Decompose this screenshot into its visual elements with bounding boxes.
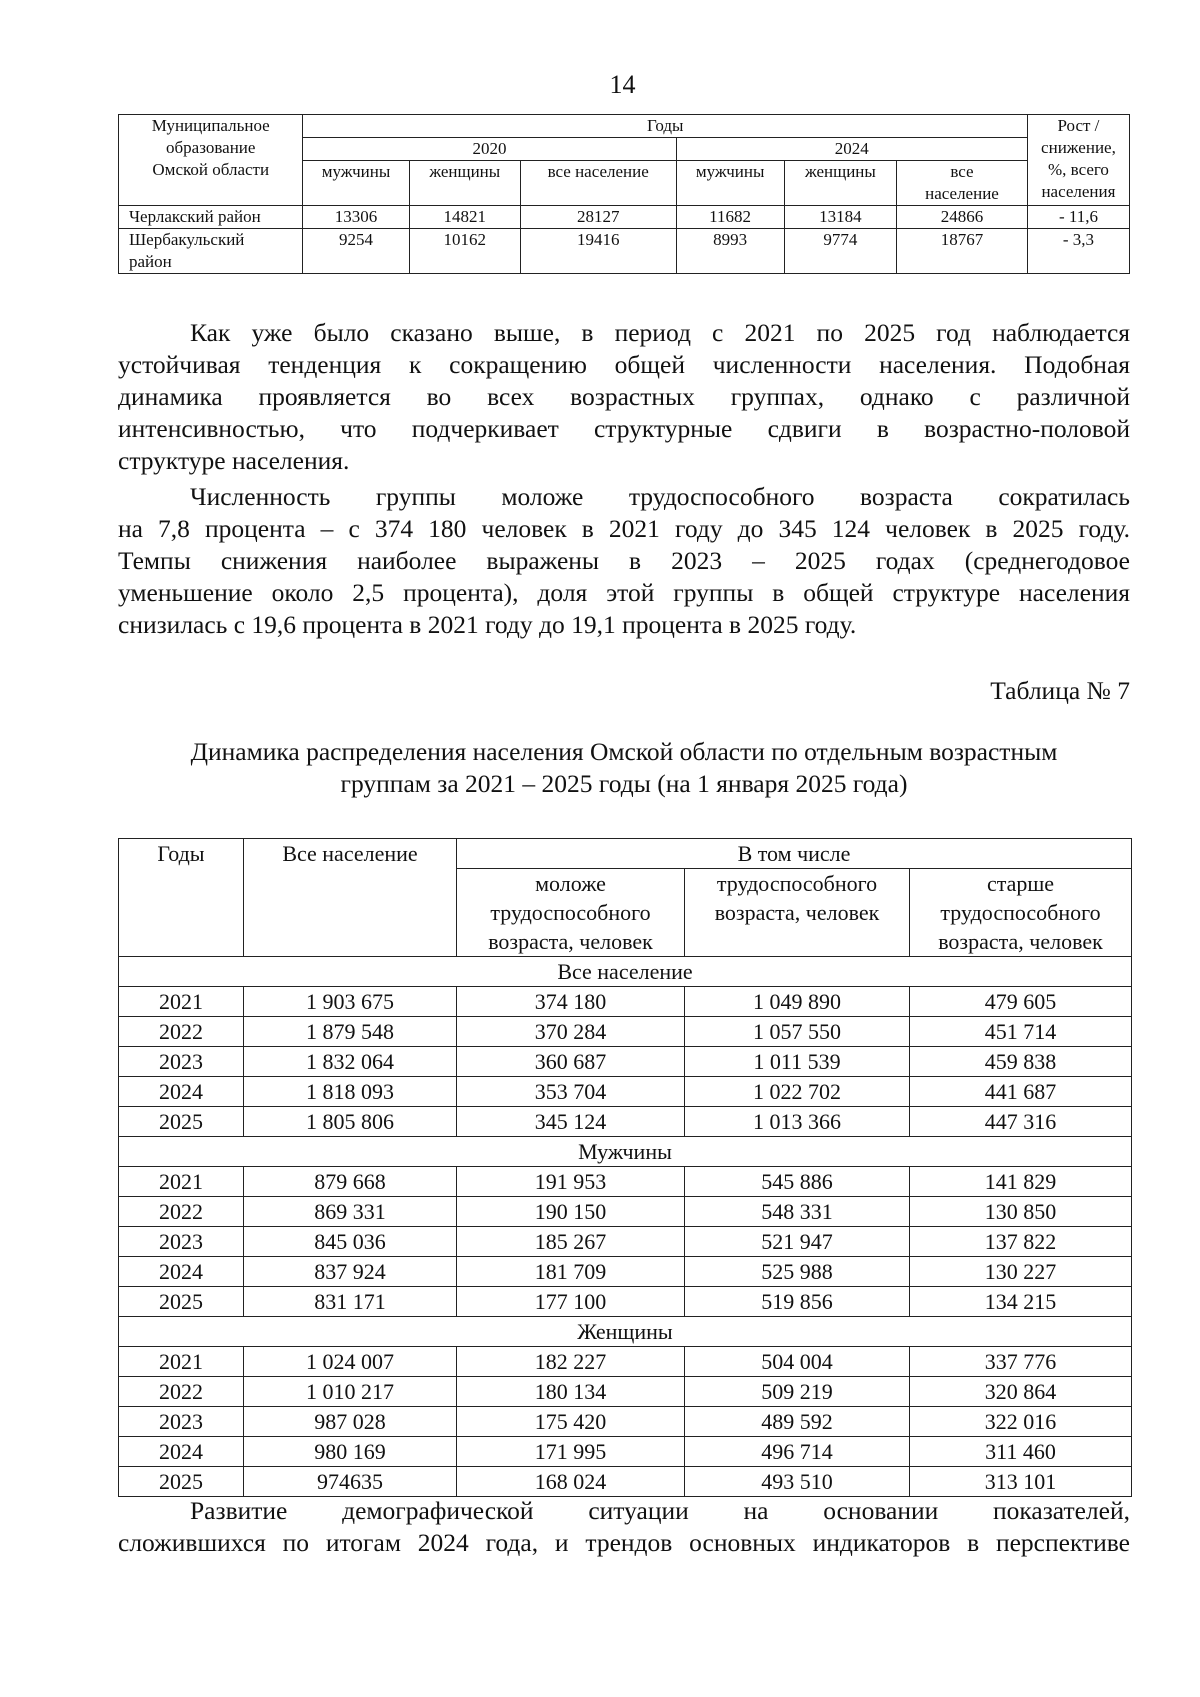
cell-year: 2023 bbox=[119, 1227, 244, 1257]
text-line: Численность группы моложе трудоспособного возраста сократилась bbox=[190, 482, 1130, 511]
cell-young: 182 227 bbox=[457, 1347, 685, 1377]
cell-year: 2023 bbox=[119, 1047, 244, 1077]
table-title bbox=[118, 736, 1130, 800]
table-row bbox=[119, 1197, 1132, 1227]
cell-working: 1 011 539 bbox=[685, 1047, 910, 1077]
cell-old: 313 101 bbox=[910, 1467, 1132, 1497]
paragraph-development bbox=[118, 1495, 1130, 1559]
cell-young: 168 024 bbox=[457, 1467, 685, 1497]
cell-young: 360 687 bbox=[457, 1047, 685, 1077]
header-all-2020: все население bbox=[520, 161, 676, 206]
cell-working: 525 988 bbox=[685, 1257, 910, 1287]
header-line: Рост / bbox=[1057, 116, 1100, 135]
cell-working: 489 592 bbox=[685, 1407, 910, 1437]
cell-old: 134 215 bbox=[910, 1287, 1132, 1317]
cell-year: 2021 bbox=[119, 987, 244, 1017]
header-old bbox=[910, 869, 1132, 957]
header-working bbox=[685, 869, 910, 957]
header-line: образование bbox=[166, 138, 256, 157]
text-line: Развитие демографической ситуации на основании показателей, bbox=[190, 1496, 1130, 1525]
cell: 24866 bbox=[897, 206, 1028, 229]
row-name bbox=[119, 229, 303, 274]
text-line: снизилась с 19,6 процента в 2021 году до 19,1 процента в 2025 году. bbox=[118, 610, 857, 639]
table-row bbox=[119, 1047, 1132, 1077]
municipal-population-table bbox=[118, 114, 1130, 274]
header-line: трудоспособного bbox=[940, 900, 1101, 925]
cell-year: 2024 bbox=[119, 1077, 244, 1107]
cell-total: 987 028 bbox=[244, 1407, 457, 1437]
table-row bbox=[119, 1227, 1132, 1257]
cell: 8993 bbox=[676, 229, 784, 274]
cell-total: 1 010 217 bbox=[244, 1377, 457, 1407]
cell-total: 1 818 093 bbox=[244, 1077, 457, 1107]
cell-year: 2024 bbox=[119, 1257, 244, 1287]
cell-young: 185 267 bbox=[457, 1227, 685, 1257]
cell-total: 974635 bbox=[244, 1467, 457, 1497]
text-line: на 7,8 процента – с 374 180 человек в 2021 году до 345 124 человек в 2025 году. bbox=[118, 514, 1130, 543]
header-women-2020: женщины bbox=[409, 161, 520, 206]
header-growth bbox=[1027, 115, 1129, 206]
cell-total: 1 832 064 bbox=[244, 1047, 457, 1077]
text-line: динамика проявляется во всех возрастных группах, однако с различной bbox=[118, 382, 1130, 411]
cell-working: 521 947 bbox=[685, 1227, 910, 1257]
cell-total: 980 169 bbox=[244, 1437, 457, 1467]
table-row bbox=[119, 987, 1132, 1017]
table-body bbox=[119, 957, 1132, 1497]
header-line: население bbox=[925, 184, 999, 203]
cell: - 3,3 bbox=[1027, 229, 1129, 274]
text-line: структуре населения. bbox=[118, 446, 350, 475]
cell-old: 130 850 bbox=[910, 1197, 1132, 1227]
header-year-2024: 2024 bbox=[676, 138, 1027, 161]
paragraph-trend bbox=[118, 317, 1130, 477]
cell-old: 141 829 bbox=[910, 1167, 1132, 1197]
table-row bbox=[119, 1257, 1132, 1287]
cell: 13306 bbox=[303, 206, 409, 229]
cell-working: 496 714 bbox=[685, 1437, 910, 1467]
cell: 19416 bbox=[520, 229, 676, 274]
header-all-2024 bbox=[897, 161, 1028, 206]
cell-total: 837 924 bbox=[244, 1257, 457, 1287]
cell-year: 2025 bbox=[119, 1107, 244, 1137]
cell-old: 130 227 bbox=[910, 1257, 1132, 1287]
cell: 13184 bbox=[784, 206, 896, 229]
header-line: %, всего bbox=[1047, 160, 1109, 179]
age-groups-table bbox=[118, 838, 1132, 1497]
cell-young: 345 124 bbox=[457, 1107, 685, 1137]
header-men-2020: мужчины bbox=[303, 161, 409, 206]
header-line: Муниципальное bbox=[151, 116, 270, 135]
cell-old: 447 316 bbox=[910, 1107, 1132, 1137]
row-name: Черлакский район bbox=[119, 206, 303, 229]
header-line: все bbox=[950, 162, 974, 181]
table-row bbox=[119, 1107, 1132, 1137]
cell-year: 2025 bbox=[119, 1287, 244, 1317]
table-title-line: Динамика распределения населения Омской области по отдельным возрастным bbox=[190, 737, 1058, 766]
cell-young: 175 420 bbox=[457, 1407, 685, 1437]
cell-young: 191 953 bbox=[457, 1167, 685, 1197]
cell-young: 370 284 bbox=[457, 1017, 685, 1047]
paragraph-young-group bbox=[118, 481, 1130, 641]
header-line: возраста, человек bbox=[938, 929, 1103, 954]
group-title: Женщины bbox=[119, 1317, 1132, 1347]
header-total: Все население bbox=[244, 839, 457, 957]
header-line: снижение, bbox=[1041, 138, 1116, 157]
header-including: В том числе bbox=[457, 839, 1132, 869]
group-header-row bbox=[119, 957, 1132, 987]
cell-year: 2025 bbox=[119, 1467, 244, 1497]
cell-old: 451 714 bbox=[910, 1017, 1132, 1047]
header-line: трудоспособного bbox=[716, 871, 878, 896]
cell: 28127 bbox=[520, 206, 676, 229]
text-line: устойчивая тенденция к сокращению общей численности населения. Подобная bbox=[118, 350, 1130, 379]
cell: - 11,6 bbox=[1027, 206, 1129, 229]
text-line: Темпы снижения наиболее выражены в 2023 – 2025 годах (среднегодовое bbox=[118, 546, 1130, 575]
header-line: моложе bbox=[535, 871, 606, 896]
header-line: возраста, человек bbox=[714, 900, 880, 925]
header-line: населения bbox=[1041, 182, 1116, 201]
cell-old: 320 864 bbox=[910, 1377, 1132, 1407]
table-row bbox=[119, 229, 1130, 274]
header-years: Годы bbox=[119, 839, 244, 957]
cell-young: 177 100 bbox=[457, 1287, 685, 1317]
cell-old: 459 838 bbox=[910, 1047, 1132, 1077]
header-women-2024: женщины bbox=[784, 161, 896, 206]
cell: 9254 bbox=[303, 229, 409, 274]
header-years: Годы bbox=[303, 115, 1027, 138]
cell-year: 2022 bbox=[119, 1197, 244, 1227]
cell-working: 1 049 890 bbox=[685, 987, 910, 1017]
cell-young: 171 995 bbox=[457, 1437, 685, 1467]
cell-total: 1 879 548 bbox=[244, 1017, 457, 1047]
text-line: Как уже было сказано выше, в период с 2021 по 2025 год наблюдается bbox=[190, 318, 1130, 347]
table-row bbox=[119, 1167, 1132, 1197]
text-line: интенсивностью, что подчеркивает структурные сдвиги в возрастно-половой bbox=[118, 414, 1130, 443]
table-row bbox=[119, 1437, 1132, 1467]
table-row bbox=[119, 1377, 1132, 1407]
table-row bbox=[119, 1347, 1132, 1377]
cell-young: 181 709 bbox=[457, 1257, 685, 1287]
cell: 14821 bbox=[409, 206, 520, 229]
cell-working: 519 856 bbox=[685, 1287, 910, 1317]
cell-old: 322 016 bbox=[910, 1407, 1132, 1437]
cell-working: 504 004 bbox=[685, 1347, 910, 1377]
cell-young: 374 180 bbox=[457, 987, 685, 1017]
header-municipality bbox=[119, 115, 303, 206]
cell-year: 2021 bbox=[119, 1347, 244, 1377]
header-young bbox=[457, 869, 685, 957]
cell-old: 311 460 bbox=[910, 1437, 1132, 1467]
cell: 10162 bbox=[409, 229, 520, 274]
cell-year: 2023 bbox=[119, 1407, 244, 1437]
header-year-2020: 2020 bbox=[303, 138, 676, 161]
cell: 9774 bbox=[784, 229, 896, 274]
cell-total: 1 024 007 bbox=[244, 1347, 457, 1377]
cell-young: 180 134 bbox=[457, 1377, 685, 1407]
group-title: Мужчины bbox=[119, 1137, 1132, 1167]
cell-old: 337 776 bbox=[910, 1347, 1132, 1377]
page-number: 14 bbox=[609, 70, 636, 99]
cell-total: 1 903 675 bbox=[244, 987, 457, 1017]
cell-year: 2021 bbox=[119, 1167, 244, 1197]
table-row bbox=[119, 1467, 1132, 1497]
table-row bbox=[119, 206, 1130, 229]
cell-working: 548 331 bbox=[685, 1197, 910, 1227]
header-line: трудоспособного bbox=[490, 900, 651, 925]
cell-working: 493 510 bbox=[685, 1467, 910, 1497]
cell-working: 1 013 366 bbox=[685, 1107, 910, 1137]
table-row bbox=[119, 1407, 1132, 1437]
cell-year: 2022 bbox=[119, 1377, 244, 1407]
cell-young: 353 704 bbox=[457, 1077, 685, 1107]
text-line: сложившихся по итогам 2024 года, и трендов основных индикаторов в перспективе bbox=[118, 1528, 1130, 1557]
cell: 18767 bbox=[897, 229, 1028, 274]
table-row bbox=[119, 1017, 1132, 1047]
cell-working: 1 057 550 bbox=[685, 1017, 910, 1047]
cell: 11682 bbox=[676, 206, 784, 229]
cell-old: 479 605 bbox=[910, 987, 1132, 1017]
table-number: Таблица № 7 bbox=[990, 676, 1130, 705]
cell-old: 441 687 bbox=[910, 1077, 1132, 1107]
group-header-row bbox=[119, 1137, 1132, 1167]
cell-working: 545 886 bbox=[685, 1167, 910, 1197]
group-header-row bbox=[119, 1317, 1132, 1347]
cell-total: 845 036 bbox=[244, 1227, 457, 1257]
cell-total: 1 805 806 bbox=[244, 1107, 457, 1137]
cell-working: 1 022 702 bbox=[685, 1077, 910, 1107]
table-row bbox=[119, 1287, 1132, 1317]
header-line: Омской области bbox=[152, 160, 270, 179]
cell-young: 190 150 bbox=[457, 1197, 685, 1227]
cell-year: 2024 bbox=[119, 1437, 244, 1467]
cell-total: 879 668 bbox=[244, 1167, 457, 1197]
table-title-line: группам за 2021 – 2025 годы (на 1 января 2025 года) bbox=[340, 769, 908, 798]
cell-old: 137 822 bbox=[910, 1227, 1132, 1257]
table-row bbox=[119, 1077, 1132, 1107]
cell-total: 831 171 bbox=[244, 1287, 457, 1317]
row-name-line: Шербакульский bbox=[129, 230, 245, 249]
header-men-2024: мужчины bbox=[676, 161, 784, 206]
group-title: Все население bbox=[119, 957, 1132, 987]
cell-total: 869 331 bbox=[244, 1197, 457, 1227]
header-line: старше bbox=[986, 871, 1055, 896]
row-name-line: район bbox=[129, 252, 172, 271]
cell-year: 2022 bbox=[119, 1017, 244, 1047]
text-line: уменьшение около 2,5 процента), доля этой группы в общей структуре населения bbox=[118, 578, 1130, 607]
cell-working: 509 219 bbox=[685, 1377, 910, 1407]
header-line: возраста, человек bbox=[488, 929, 653, 954]
